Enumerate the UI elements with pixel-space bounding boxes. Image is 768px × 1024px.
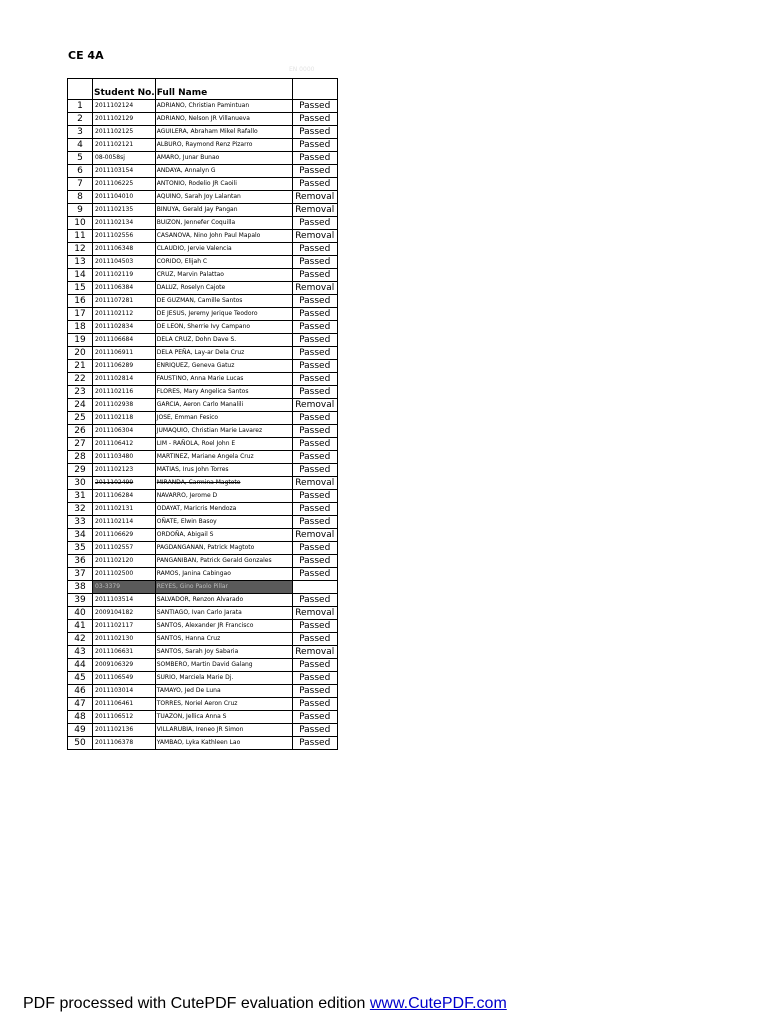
row-number: 23 bbox=[68, 386, 93, 399]
row-number: 12 bbox=[68, 243, 93, 256]
student-number: 2011102121 bbox=[93, 139, 156, 152]
row-number: 13 bbox=[68, 256, 93, 269]
footer-text: PDF processed with CutePDF evaluation edition bbox=[23, 995, 370, 1012]
student-status: Passed bbox=[292, 568, 337, 581]
row-number: 18 bbox=[68, 321, 93, 334]
table-row bbox=[68, 204, 338, 217]
student-full-name: DELA CRUZ, Dohn Dave S. bbox=[155, 334, 292, 347]
student-full-name: SANTOS, Alexander JR Francisco bbox=[155, 620, 292, 633]
table-row bbox=[68, 113, 338, 126]
table-row bbox=[68, 282, 338, 295]
student-number: 2011106461 bbox=[93, 698, 156, 711]
student-full-name: AQUINO, Sarah Joy Lalantan bbox=[155, 191, 292, 204]
student-full-name: AMARO, Junar Bunao bbox=[155, 152, 292, 165]
table-row bbox=[68, 451, 338, 464]
row-number: 42 bbox=[68, 633, 93, 646]
student-status: Passed bbox=[292, 724, 337, 737]
student-status: Passed bbox=[292, 308, 337, 321]
student-full-name: OÑATE, Elwin Basoy bbox=[155, 516, 292, 529]
student-number: 2011102834 bbox=[93, 321, 156, 334]
student-status: Removal bbox=[292, 529, 337, 542]
student-full-name: FLORES, Mary Angelica Santos bbox=[155, 386, 292, 399]
row-number: 40 bbox=[68, 607, 93, 620]
table-row bbox=[68, 503, 338, 516]
student-status: Passed bbox=[292, 412, 337, 425]
student-number: 2011106512 bbox=[93, 711, 156, 724]
header-full-name: Full Name bbox=[155, 79, 292, 100]
student-number: 2011103154 bbox=[93, 165, 156, 178]
table-row bbox=[68, 633, 338, 646]
student-full-name: ADRIANO, Christian Pamintuan bbox=[155, 100, 292, 113]
student-status: Removal bbox=[292, 399, 337, 412]
table-row bbox=[68, 217, 338, 230]
student-status: Passed bbox=[292, 698, 337, 711]
student-status: Passed bbox=[292, 711, 337, 724]
student-status: Removal bbox=[292, 282, 337, 295]
student-number: 2011106348 bbox=[93, 243, 156, 256]
row-number: 6 bbox=[68, 165, 93, 178]
student-number: 2011106304 bbox=[93, 425, 156, 438]
table-row bbox=[68, 581, 338, 594]
student-status: Removal bbox=[292, 646, 337, 659]
student-full-name: CORIDO, Elijah C bbox=[155, 256, 292, 269]
student-full-name: SURIO, Marciela Marie Dj. bbox=[155, 672, 292, 685]
student-status: Passed bbox=[292, 737, 337, 750]
student-number: 2011102130 bbox=[93, 633, 156, 646]
student-number: 2011106629 bbox=[93, 529, 156, 542]
student-status: Passed bbox=[292, 685, 337, 698]
student-status: Passed bbox=[292, 503, 337, 516]
cutepdf-link[interactable]: www.CutePDF.com bbox=[369, 995, 507, 1012]
student-number: 2011104010 bbox=[93, 191, 156, 204]
pdf-footer bbox=[23, 995, 507, 1013]
student-full-name: SOMBERO, Martin David Galang bbox=[155, 659, 292, 672]
student-number: 2011102938 bbox=[93, 399, 156, 412]
student-number: 2011103014 bbox=[93, 685, 156, 698]
student-number: 2009104182 bbox=[93, 607, 156, 620]
row-number: 1 bbox=[68, 100, 93, 113]
student-status: Removal bbox=[292, 607, 337, 620]
student-full-name: TAMAYO, Jed De Luna bbox=[155, 685, 292, 698]
row-number: 28 bbox=[68, 451, 93, 464]
student-number: 2011102814 bbox=[93, 373, 156, 386]
row-number: 8 bbox=[68, 191, 93, 204]
student-number: 2011102134 bbox=[93, 217, 156, 230]
student-full-name: SANTOS, Sarah Joy Sabaria bbox=[155, 646, 292, 659]
row-number: 7 bbox=[68, 178, 93, 191]
row-number: 19 bbox=[68, 334, 93, 347]
table-body bbox=[68, 100, 338, 750]
student-number: 2011103480 bbox=[93, 451, 156, 464]
header-number bbox=[68, 79, 93, 100]
student-status bbox=[292, 581, 337, 594]
table-row bbox=[68, 347, 338, 360]
table-row bbox=[68, 139, 338, 152]
table-row bbox=[68, 295, 338, 308]
student-status: Passed bbox=[292, 113, 337, 126]
student-full-name: VILLARUBIA, Ireneo JR Simon bbox=[155, 724, 292, 737]
row-number: 17 bbox=[68, 308, 93, 321]
student-full-name: DE LEON, Sherrie Ivy Campano bbox=[155, 321, 292, 334]
student-full-name: JOSE, Emman Fesico bbox=[155, 412, 292, 425]
student-number: 2011102500 bbox=[93, 568, 156, 581]
row-number: 35 bbox=[68, 542, 93, 555]
student-number: 2011102125 bbox=[93, 126, 156, 139]
row-number: 27 bbox=[68, 438, 93, 451]
table-row bbox=[68, 685, 338, 698]
student-full-name: SALVADOR, Renzon Alvarado bbox=[155, 594, 292, 607]
table-row bbox=[68, 542, 338, 555]
header-status bbox=[292, 79, 337, 100]
table-header-row bbox=[68, 79, 338, 100]
student-full-name: DALUZ, Roselyn Cajote bbox=[155, 282, 292, 295]
student-number: 2011106549 bbox=[93, 672, 156, 685]
row-number: 15 bbox=[68, 282, 93, 295]
student-full-name: PANGANIBAN, Patrick Gerald Gonzales bbox=[155, 555, 292, 568]
student-full-name: SANTIAGO, Ivan Carlo Jarata bbox=[155, 607, 292, 620]
row-number: 37 bbox=[68, 568, 93, 581]
student-full-name: JUMAQUIO, Christian Marie Lavarez bbox=[155, 425, 292, 438]
student-number: 2011102556 bbox=[93, 230, 156, 243]
table-row bbox=[68, 555, 338, 568]
student-number: 2011106284 bbox=[93, 490, 156, 503]
student-number: 2011106631 bbox=[93, 646, 156, 659]
student-status: Removal bbox=[292, 204, 337, 217]
student-full-name: MIRANDA, Carmina Magtoto bbox=[155, 477, 292, 490]
row-number: 5 bbox=[68, 152, 93, 165]
student-full-name: ENRIQUEZ, Geneva Gatuz bbox=[155, 360, 292, 373]
student-full-name: ALBURO, Raymond Renz Pizarro bbox=[155, 139, 292, 152]
table-row bbox=[68, 737, 338, 750]
table-row bbox=[68, 646, 338, 659]
table-row bbox=[68, 386, 338, 399]
student-number: 2009106329 bbox=[93, 659, 156, 672]
student-full-name: BINUYA, Gerald Jay Pangan bbox=[155, 204, 292, 217]
table-row bbox=[68, 607, 338, 620]
table-row bbox=[68, 399, 338, 412]
row-number: 29 bbox=[68, 464, 93, 477]
student-status: Passed bbox=[292, 334, 337, 347]
table-row bbox=[68, 464, 338, 477]
student-status: Passed bbox=[292, 425, 337, 438]
table-row bbox=[68, 165, 338, 178]
student-number: 2011102557 bbox=[93, 542, 156, 555]
student-full-name: ORDOÑA, Abigail S bbox=[155, 529, 292, 542]
table-row bbox=[68, 698, 338, 711]
student-number: 2011102499 bbox=[93, 477, 156, 490]
student-number: 2011107281 bbox=[93, 295, 156, 308]
header-student-no: Student No. bbox=[93, 79, 156, 100]
student-full-name: SANTOS, Hanna Cruz bbox=[155, 633, 292, 646]
student-number: 2011102120 bbox=[93, 555, 156, 568]
student-number: 2011102118 bbox=[93, 412, 156, 425]
student-full-name: NAVARRO, Jerome D bbox=[155, 490, 292, 503]
student-status: Passed bbox=[292, 360, 337, 373]
student-number: 2011106378 bbox=[93, 737, 156, 750]
student-number: 2011102131 bbox=[93, 503, 156, 516]
student-status: Passed bbox=[292, 178, 337, 191]
row-number: 34 bbox=[68, 529, 93, 542]
student-status: Passed bbox=[292, 620, 337, 633]
student-status: Passed bbox=[292, 490, 337, 503]
student-status: Passed bbox=[292, 594, 337, 607]
row-number: 30 bbox=[68, 477, 93, 490]
table-row bbox=[68, 425, 338, 438]
student-full-name: TORRES, Noriel Aeron Cruz bbox=[155, 698, 292, 711]
student-status: Passed bbox=[292, 438, 337, 451]
row-number: 32 bbox=[68, 503, 93, 516]
student-roster-table bbox=[67, 78, 338, 750]
student-number: 2011106911 bbox=[93, 347, 156, 360]
student-number: 2011102136 bbox=[93, 724, 156, 737]
student-number: 2011102124 bbox=[93, 100, 156, 113]
table-row bbox=[68, 230, 338, 243]
student-number: 08-0058sj bbox=[93, 152, 156, 165]
row-number: 39 bbox=[68, 594, 93, 607]
table-row bbox=[68, 334, 338, 347]
row-number: 46 bbox=[68, 685, 93, 698]
student-full-name: BUIZON, Jennefer Coquilla bbox=[155, 217, 292, 230]
student-full-name: RAMOS, Janina Cabingao bbox=[155, 568, 292, 581]
table-row bbox=[68, 373, 338, 386]
student-number: 2011103514 bbox=[93, 594, 156, 607]
table-row bbox=[68, 191, 338, 204]
student-status: Removal bbox=[292, 230, 337, 243]
row-number: 36 bbox=[68, 555, 93, 568]
student-full-name: MATIAS, Irus John Torres bbox=[155, 464, 292, 477]
student-status: Passed bbox=[292, 659, 337, 672]
student-full-name: ANTONIO, Rodelio JR Caoili bbox=[155, 178, 292, 191]
table-row bbox=[68, 100, 338, 113]
table-row bbox=[68, 529, 338, 542]
student-full-name: CLAUDIO, Jervie Valencia bbox=[155, 243, 292, 256]
row-number: 11 bbox=[68, 230, 93, 243]
student-status: Passed bbox=[292, 386, 337, 399]
student-number: 2011104503 bbox=[93, 256, 156, 269]
student-status: Passed bbox=[292, 555, 337, 568]
table-row bbox=[68, 243, 338, 256]
row-number: 49 bbox=[68, 724, 93, 737]
row-number: 45 bbox=[68, 672, 93, 685]
student-number: 2011106384 bbox=[93, 282, 156, 295]
student-full-name: GARCIA, Aeron Carlo Manalili bbox=[155, 399, 292, 412]
table-row bbox=[68, 477, 338, 490]
table-row bbox=[68, 516, 338, 529]
student-number: 2011102116 bbox=[93, 386, 156, 399]
table-row bbox=[68, 269, 338, 282]
student-full-name: DE JESUS, Jeremy Jerique Teodoro bbox=[155, 308, 292, 321]
row-number: 3 bbox=[68, 126, 93, 139]
row-number: 20 bbox=[68, 347, 93, 360]
table-row bbox=[68, 360, 338, 373]
faint-watermark-text: EN 0000 bbox=[289, 66, 315, 73]
student-full-name: ADRIANO, Nelson JR Villanueva bbox=[155, 113, 292, 126]
student-status: Passed bbox=[292, 633, 337, 646]
student-status: Passed bbox=[292, 243, 337, 256]
table-row bbox=[68, 659, 338, 672]
student-full-name: ODAYAT, Maricris Mendoza bbox=[155, 503, 292, 516]
student-status: Passed bbox=[292, 256, 337, 269]
row-number: 43 bbox=[68, 646, 93, 659]
student-full-name: DE GUZMAN, Camille Santos bbox=[155, 295, 292, 308]
student-status: Passed bbox=[292, 373, 337, 386]
student-full-name: CRUZ, Marvin Palattao bbox=[155, 269, 292, 282]
student-status: Passed bbox=[292, 347, 337, 360]
student-full-name: REYES, Gino Paolo Pillar bbox=[155, 581, 292, 594]
row-number: 21 bbox=[68, 360, 93, 373]
student-number: 2011102119 bbox=[93, 269, 156, 282]
student-number: 2011106412 bbox=[93, 438, 156, 451]
table-row bbox=[68, 724, 338, 737]
table-row bbox=[68, 568, 338, 581]
student-status: Passed bbox=[292, 321, 337, 334]
row-number: 14 bbox=[68, 269, 93, 282]
student-status: Passed bbox=[292, 139, 337, 152]
student-full-name: TUAZON, Jellica Anna S bbox=[155, 711, 292, 724]
row-number: 2 bbox=[68, 113, 93, 126]
row-number: 10 bbox=[68, 217, 93, 230]
row-number: 22 bbox=[68, 373, 93, 386]
student-full-name: FAUSTINO, Anna Marie Lucas bbox=[155, 373, 292, 386]
table-row bbox=[68, 308, 338, 321]
student-status: Passed bbox=[292, 217, 337, 230]
student-full-name: ANDAYA, Annalyn G bbox=[155, 165, 292, 178]
student-status: Passed bbox=[292, 464, 337, 477]
table-row bbox=[68, 711, 338, 724]
table-row bbox=[68, 178, 338, 191]
table-row bbox=[68, 620, 338, 633]
student-status: Passed bbox=[292, 100, 337, 113]
student-status: Passed bbox=[292, 165, 337, 178]
student-number: 2011102117 bbox=[93, 620, 156, 633]
student-status: Passed bbox=[292, 152, 337, 165]
table-row bbox=[68, 126, 338, 139]
student-full-name: CASANOVA, Nino John Paul Mapalo bbox=[155, 230, 292, 243]
student-status: Passed bbox=[292, 672, 337, 685]
row-number: 26 bbox=[68, 425, 93, 438]
table-row bbox=[68, 490, 338, 503]
student-status: Passed bbox=[292, 516, 337, 529]
student-status: Removal bbox=[292, 191, 337, 204]
row-number: 24 bbox=[68, 399, 93, 412]
student-number: 2011102114 bbox=[93, 516, 156, 529]
student-full-name: LIM - RAÑOLA, Roel John E bbox=[155, 438, 292, 451]
student-status: Passed bbox=[292, 126, 337, 139]
row-number: 44 bbox=[68, 659, 93, 672]
row-number: 48 bbox=[68, 711, 93, 724]
student-number: 2011106684 bbox=[93, 334, 156, 347]
student-status: Passed bbox=[292, 269, 337, 282]
student-full-name: YAMBAO, Lyka Kathleen Lao bbox=[155, 737, 292, 750]
student-number: 2011106289 bbox=[93, 360, 156, 373]
row-number: 33 bbox=[68, 516, 93, 529]
student-number: 2011102112 bbox=[93, 308, 156, 321]
document-title: CE 4A bbox=[68, 49, 104, 62]
row-number: 47 bbox=[68, 698, 93, 711]
table-row bbox=[68, 594, 338, 607]
table-row bbox=[68, 438, 338, 451]
student-status: Passed bbox=[292, 451, 337, 464]
table-row bbox=[68, 152, 338, 165]
student-number: 2011102129 bbox=[93, 113, 156, 126]
student-full-name: DELA PEÑA, Lay-ar Dela Cruz bbox=[155, 347, 292, 360]
student-status: Passed bbox=[292, 542, 337, 555]
student-full-name: MARTINEZ, Mariane Angela Cruz bbox=[155, 451, 292, 464]
row-number: 9 bbox=[68, 204, 93, 217]
table-row bbox=[68, 672, 338, 685]
student-status: Removal bbox=[292, 477, 337, 490]
row-number: 31 bbox=[68, 490, 93, 503]
student-status: Passed bbox=[292, 295, 337, 308]
student-number: 2011102135 bbox=[93, 204, 156, 217]
table-row bbox=[68, 256, 338, 269]
row-number: 4 bbox=[68, 139, 93, 152]
row-number: 41 bbox=[68, 620, 93, 633]
row-number: 16 bbox=[68, 295, 93, 308]
table-row bbox=[68, 412, 338, 425]
student-full-name: PAGDANGANAN, Patrick Magtoto bbox=[155, 542, 292, 555]
row-number: 50 bbox=[68, 737, 93, 750]
student-number: 03-3379 bbox=[93, 581, 156, 594]
table-row bbox=[68, 321, 338, 334]
row-number: 25 bbox=[68, 412, 93, 425]
student-number: 2011102123 bbox=[93, 464, 156, 477]
student-number: 2011106225 bbox=[93, 178, 156, 191]
student-full-name: AGUILERA, Abraham Mikel Rafallo bbox=[155, 126, 292, 139]
row-number: 38 bbox=[68, 581, 93, 594]
